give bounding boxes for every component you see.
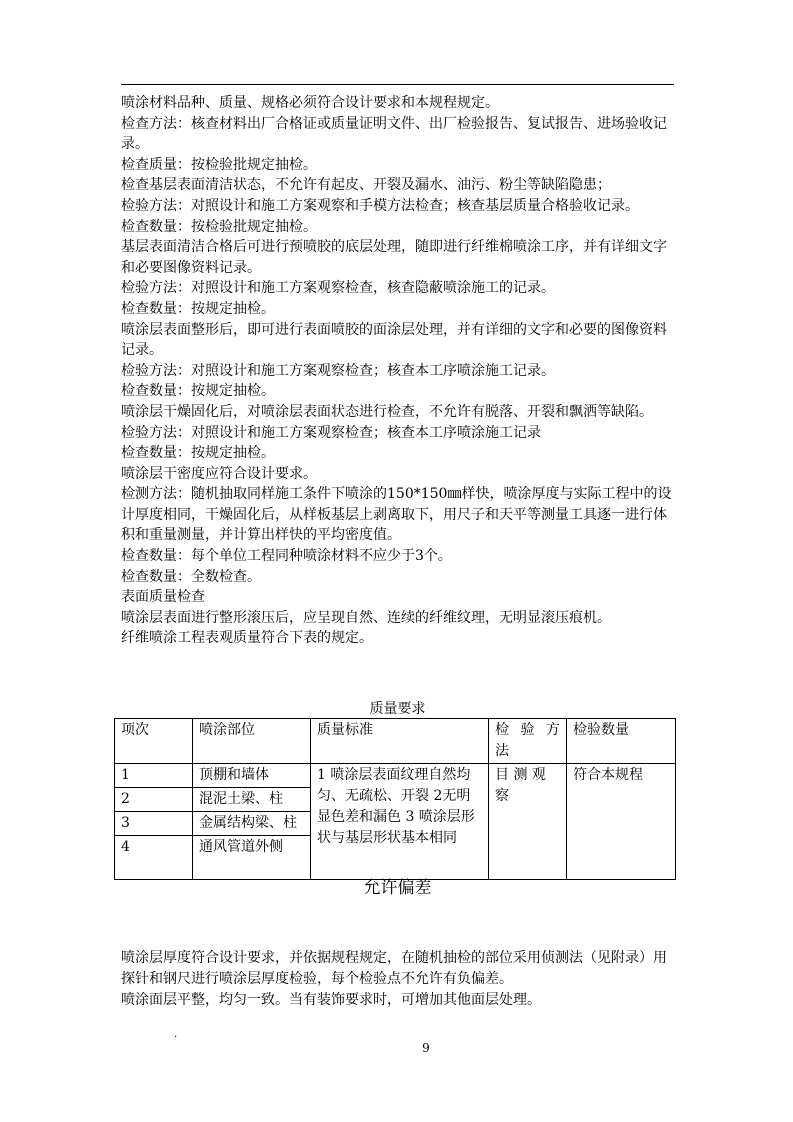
paragraph: 喷涂层厚度符合设计要求，并依据规程规定，在随机抽检的部位采用侦测法（见附录）用探针和钢尺进行喷涂层厚度检验，每个检验点不允许有负偏差。 [121,950,667,987]
row-number: 1 [115,764,193,788]
paragraph: 喷涂层表面整形后，即可进行表面喷胶的面涂层处理，并有详细的文字和必要的图像资料记录。 [121,321,667,359]
header-cell: 项次 [115,719,193,764]
row-number: 4 [115,836,193,880]
paragraph: 检查方法：核查材料出厂合格证或质量证明文件、出厂检验报告、复试报告、进场验收记录。 [121,115,667,153]
paragraph: 检查基层表面清洁状态，不允许有起皮、开裂及漏水、油污、粉尘等缺陷隐患； [121,177,611,194]
paragraph: 喷涂面层平整，均匀一致。当有装饰要求时，可增加其他面层处理。 [121,992,541,1008]
paragraph: 检测方法：随机抽取同样施工条件下喷涂的150*150㎜样快，喷涂厚度与实际工程中的设计厚度相同，干燥固化后，从样板基层上剥离取下，用尺子和天平等测量工具逐一进行体积和重量测量，并计算出样快的平均密度值。 [121,486,672,544]
dot-mark: . [174,1029,178,1040]
paragraph: 纤维喷涂工程表观质量符合下表的规定。 [121,630,373,647]
paragraph: 检查数量：按规定抽检。 [121,383,275,400]
paragraph: 表面质量检查 [121,589,205,606]
paragraph: 基层表面清洁合格后可进行预喷胶的底层处理，随即进行纤维棉喷涂工序，并有详细文字和必要图像资料记录。 [121,239,667,276]
quality-standard-cell: 1 喷涂层表面纹理自然均匀、无疏松、开裂 2无明显色差和漏色 3 喷涂层形状与基层形状基本相同 [311,764,489,880]
section-heading: 允许偏差 [363,878,432,898]
row-part: 混泥土梁、柱 [193,788,311,812]
page-number: 9 [422,1041,430,1055]
table-row [115,764,676,788]
row-number: 2 [115,788,193,812]
header-cell: 检验数量 [567,719,676,764]
paragraph: 检查数量：按规定抽检。 [121,300,275,317]
header-rule [121,84,674,85]
inspection-quantity-cell: 符合本规程 [567,764,676,880]
quality-table [114,718,676,880]
inspection-method-cell: 目 测 观 察 [489,764,567,880]
paragraph: 检验方法：对照设计和施工方案观察检查，核查隐蔽喷涂施工的记录。 [121,280,555,297]
paragraph: 喷涂层表面进行整形滚压后，应呈现自然、连续的纤维纹理，无明显滚压痕机。 [121,609,611,626]
paragraph: 检验方法：对照设计和施工方案观察和手模方法检查；核查基层质量合格验收记录。 [121,197,639,214]
paragraph: 检查质量：按检验批规定抽检。 [121,156,317,173]
paragraph: 喷涂层干密度应符合设计要求。 [121,465,317,482]
paragraph: 检查数量：全数检查。 [121,568,261,585]
header-cell: 检 验 方 法 [489,719,567,764]
paragraph: 检验方法：对照设计和施工方案观察检查；核查本工序喷涂施工记录 [121,424,541,441]
row-part: 通风管道外侧 [193,836,311,880]
paragraph: 检验方法：对照设计和施工方案观察检查；核查本工序喷涂施工记录。 [121,362,555,379]
paragraph: 检查数量：每个单位工程同种喷涂材料不应少于3个。 [121,548,452,565]
table-title: 质量要求 [369,701,426,717]
paragraph: 检查数量：按规定抽检。 [121,445,275,462]
body-text [121,93,677,649]
paragraph: 检查数量：按检验批规定抽检。 [121,218,317,235]
table-header-row [115,719,676,764]
paragraph: 喷涂层干燥固化后，对喷涂层表面状态进行检查，不允许有脱落、开裂和飘洒等缺陷。 [121,403,653,420]
row-part: 金属结构梁、柱 [193,812,311,836]
tail-text [121,948,677,1011]
header-cell: 喷涂部位 [193,719,311,764]
row-part: 顶棚和墙体 [193,764,311,788]
paragraph: 喷涂材料品种、质量、规格必须符合设计要求和本规程规定。 [121,95,499,111]
header-cell: 质量标准 [311,719,489,764]
row-number: 3 [115,812,193,836]
